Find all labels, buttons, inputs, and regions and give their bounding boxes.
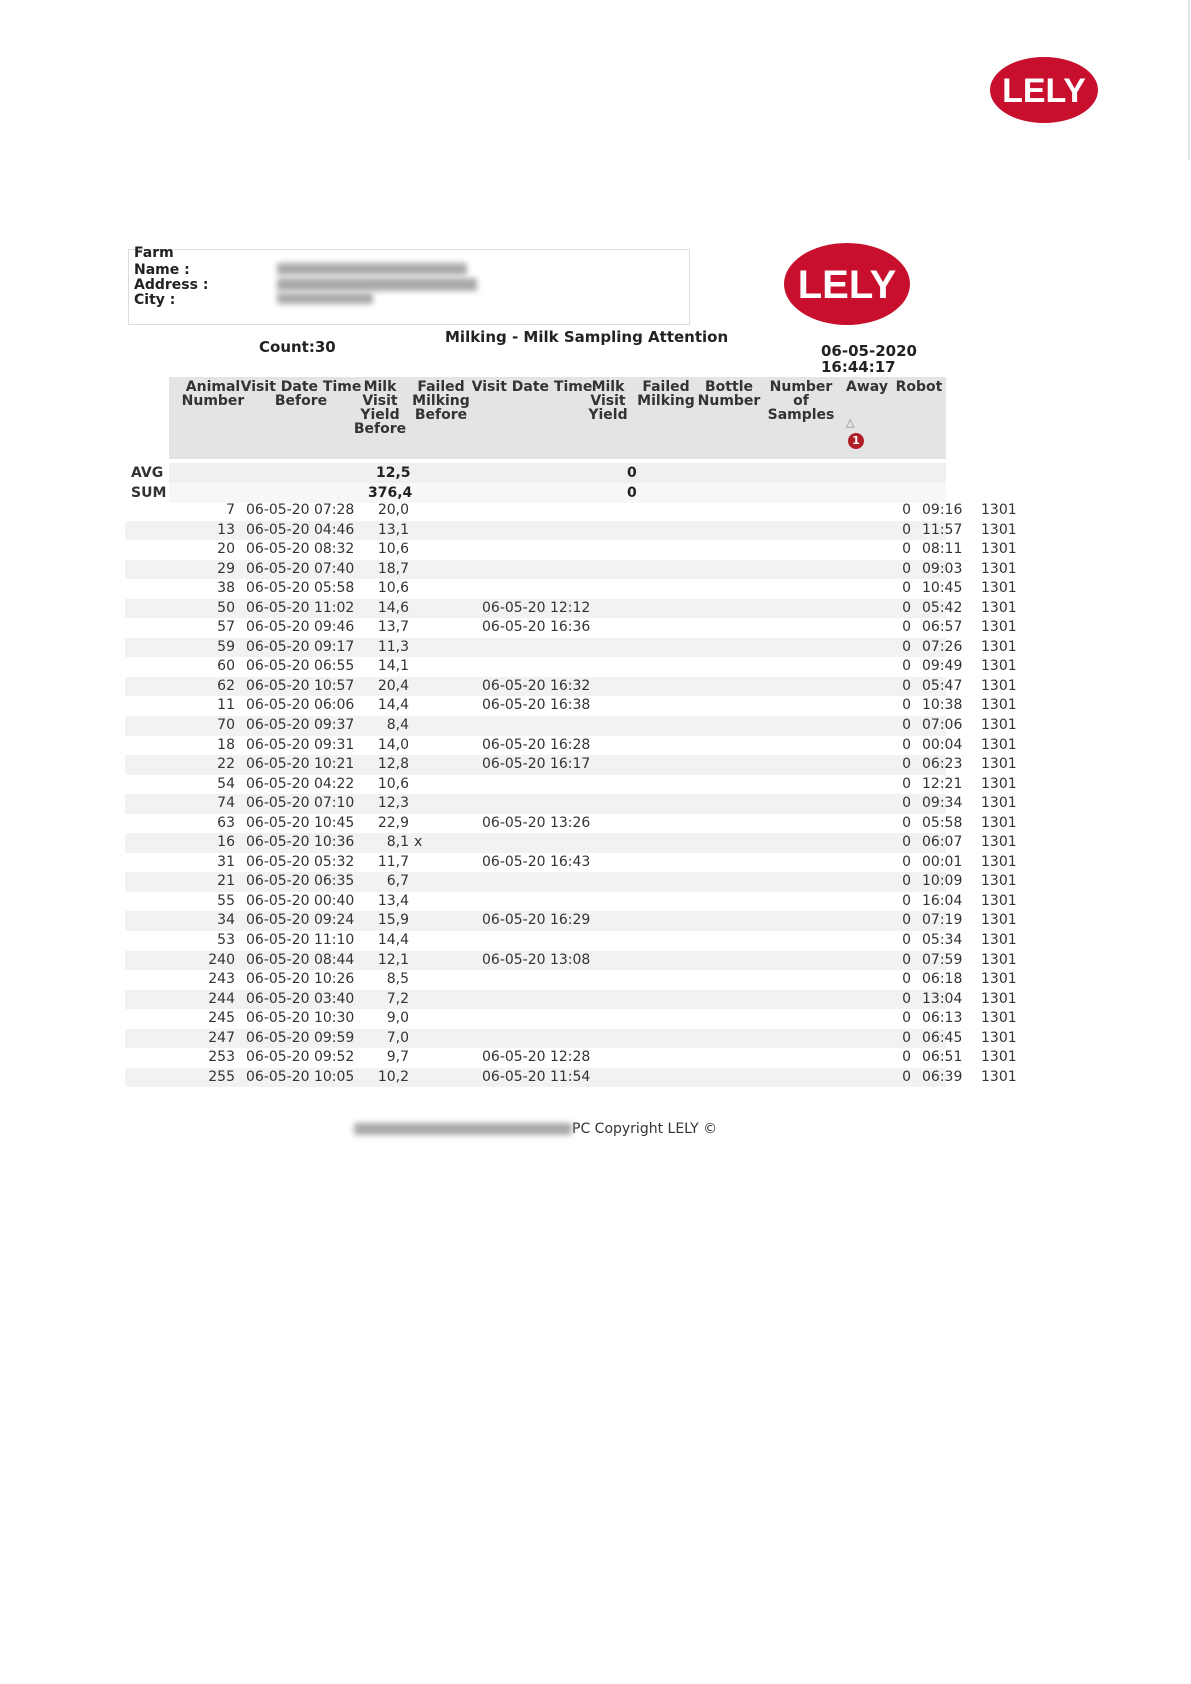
milk-yield-before-cell: 10,2 <box>377 1068 409 1085</box>
robot-id-cell: 1301 <box>981 853 1017 870</box>
away-time-cell: 09:16 <box>922 502 963 518</box>
visit-datetime-before-cell: 06-05-20 10:21 <box>246 756 355 773</box>
header-bottle-number[interactable]: Bottle Number <box>697 379 761 409</box>
away-time-cell: 06:45 <box>922 1029 963 1046</box>
milk-yield-before-cell: 22,9 <box>377 814 409 831</box>
milk-yield-before-cell: 7,2 <box>386 990 409 1007</box>
footer-copyright: PC Copyright LELY © <box>572 1121 718 1137</box>
table-row[interactable] <box>125 1009 1017 1029</box>
table-row[interactable] <box>125 599 1017 619</box>
milk-yield-before-cell: 10,6 <box>377 541 409 558</box>
animal-number-cell: 11 <box>217 697 235 714</box>
visit-datetime-cell: 06-05-20 13:08 <box>482 951 591 968</box>
avg-yield-before: 12,5 <box>376 465 411 481</box>
milk-yield-before-cell: 13,7 <box>377 619 409 636</box>
away-time-cell: 00:04 <box>922 736 963 753</box>
number-of-samples-cell: 0 <box>902 932 911 949</box>
number-of-samples-cell: 0 <box>902 619 911 636</box>
lely-logo-main <box>783 242 911 326</box>
away-time-cell: 06:39 <box>922 1068 963 1085</box>
visit-datetime-before-cell: 06-05-20 09:24 <box>246 912 355 929</box>
farm-name-label: Name : <box>134 262 190 278</box>
number-of-samples-cell: 0 <box>902 814 911 831</box>
animal-number-cell: 53 <box>217 932 235 949</box>
visit-datetime-before-cell: 06-05-20 09:37 <box>246 717 355 734</box>
number-of-samples-cell: 0 <box>902 560 911 577</box>
header-failed-milking[interactable]: Failed Milking <box>637 379 695 409</box>
robot-id-cell: 1301 <box>981 560 1017 577</box>
table-row[interactable] <box>125 638 1017 658</box>
milk-yield-before-cell: 8,5 <box>386 971 409 988</box>
animal-number-cell: 54 <box>217 775 235 792</box>
robot-id-cell: 1301 <box>981 795 1017 812</box>
robot-id-cell: 1301 <box>981 892 1017 909</box>
sum-yield: 0 <box>627 485 637 501</box>
milk-yield-before-cell: 20,0 <box>377 502 409 518</box>
number-of-samples-cell: 0 <box>902 717 911 734</box>
sort-order-badge: 1 <box>848 433 864 449</box>
animal-number-cell: 62 <box>217 677 235 694</box>
animal-number-cell: 31 <box>217 853 235 870</box>
visit-datetime-before-cell: 06-05-20 07:10 <box>246 795 355 812</box>
header-milk-visit-yield-before[interactable]: Milk Visit Yield Before <box>353 379 407 437</box>
visit-datetime-cell: 06-05-20 16:43 <box>482 853 591 870</box>
report-footer <box>354 1121 717 1137</box>
avg-row <box>125 463 946 483</box>
away-time-cell: 06:07 <box>922 834 963 851</box>
redacted-farm-address <box>277 278 477 291</box>
visit-datetime-before-cell: 06-05-20 11:02 <box>246 599 355 616</box>
table-row[interactable] <box>125 1029 1017 1049</box>
animal-number-cell: 70 <box>217 717 235 734</box>
animal-number-cell: 74 <box>217 795 235 812</box>
number-of-samples-cell: 0 <box>902 1029 911 1046</box>
visit-datetime-before-cell: 06-05-20 03:40 <box>246 990 355 1007</box>
table-row[interactable] <box>125 911 1017 931</box>
away-time-cell: 07:26 <box>922 638 963 655</box>
table-row[interactable] <box>125 618 1017 638</box>
milk-yield-before-cell: 8,4 <box>386 717 409 734</box>
visit-datetime-before-cell: 06-05-20 10:05 <box>246 1068 355 1085</box>
number-of-samples-cell: 0 <box>902 658 911 675</box>
visit-datetime-before-cell: 06-05-20 09:31 <box>246 736 355 753</box>
robot-id-cell: 1301 <box>981 912 1017 929</box>
visit-datetime-before-cell: 06-05-20 04:22 <box>246 775 355 792</box>
robot-id-cell: 1301 <box>981 502 1017 518</box>
table-row[interactable] <box>125 853 1017 873</box>
away-time-cell: 06:18 <box>922 971 963 988</box>
away-time-cell: 08:11 <box>922 541 963 558</box>
milk-yield-before-cell: 14,4 <box>377 697 409 714</box>
away-time-cell: 10:38 <box>922 697 963 714</box>
milk-yield-before-cell: 12,1 <box>377 951 409 968</box>
header-failed-milking-before[interactable]: Failed Milking Before <box>412 379 470 423</box>
away-time-cell: 06:23 <box>922 756 963 773</box>
away-time-cell: 07:59 <box>922 951 963 968</box>
away-time-cell: 09:49 <box>922 658 963 675</box>
header-visit-date-time[interactable]: Visit Date Time <box>471 379 593 395</box>
visit-datetime-before-cell: 06-05-20 10:45 <box>246 814 355 831</box>
animal-number-cell: 13 <box>217 521 235 538</box>
away-time-cell: 07:19 <box>922 912 963 929</box>
visit-datetime-cell: 06-05-20 11:54 <box>482 1068 591 1085</box>
robot-id-cell: 1301 <box>981 814 1017 831</box>
visit-datetime-before-cell: 06-05-20 05:32 <box>246 853 355 870</box>
animal-number-cell: 253 <box>208 1049 235 1066</box>
animal-number-cell: 34 <box>217 912 235 929</box>
number-of-samples-cell: 0 <box>902 990 911 1007</box>
robot-id-cell: 1301 <box>981 932 1017 949</box>
number-of-samples-cell: 0 <box>902 502 911 518</box>
report-date: 06-05-2020 <box>821 342 917 360</box>
number-of-samples-cell: 0 <box>902 521 911 538</box>
table-row[interactable] <box>125 736 1017 756</box>
number-of-samples-cell: 0 <box>902 1068 911 1085</box>
report-datetime <box>821 343 917 375</box>
number-of-samples-cell: 0 <box>902 580 911 597</box>
animal-number-cell: 21 <box>217 873 235 890</box>
visit-datetime-before-cell: 06-05-20 10:26 <box>246 971 355 988</box>
visit-datetime-cell: 06-05-20 16:36 <box>482 619 591 636</box>
milk-yield-before-cell: 9,7 <box>386 1049 409 1066</box>
animal-number-cell: 255 <box>208 1068 235 1085</box>
milk-yield-before-cell: 13,4 <box>377 892 409 909</box>
number-of-samples-cell: 0 <box>902 638 911 655</box>
farm-info-box <box>128 245 690 325</box>
redacted-farm-name <box>277 263 467 275</box>
robot-id-cell: 1301 <box>981 1068 1017 1085</box>
robot-id-cell: 1301 <box>981 971 1017 988</box>
robot-id-cell: 1301 <box>981 541 1017 558</box>
visit-datetime-before-cell: 06-05-20 07:40 <box>246 560 355 577</box>
visit-datetime-before-cell: 06-05-20 06:35 <box>246 873 355 890</box>
robot-id-cell: 1301 <box>981 1029 1017 1046</box>
number-of-samples-cell: 0 <box>902 775 911 792</box>
table-body <box>125 501 1017 1087</box>
visit-datetime-before-cell: 06-05-20 06:55 <box>246 658 355 675</box>
logo-text-main: LELY <box>797 263 897 307</box>
number-of-samples-cell: 0 <box>902 541 911 558</box>
animal-number-cell: 18 <box>217 736 235 753</box>
avg-label: AVG <box>131 465 164 481</box>
visit-datetime-before-cell: 06-05-20 09:59 <box>246 1029 355 1046</box>
table-row[interactable] <box>125 696 1017 716</box>
yield-flag-cell: x <box>414 834 423 851</box>
visit-datetime-before-cell: 06-05-20 06:06 <box>246 697 355 714</box>
milk-yield-before-cell: 9,0 <box>386 1010 409 1027</box>
farm-label: Farm <box>134 245 174 261</box>
visit-datetime-before-cell: 06-05-20 10:57 <box>246 677 355 694</box>
away-time-cell: 05:34 <box>922 932 963 949</box>
visit-datetime-before-cell: 06-05-20 08:44 <box>246 951 355 968</box>
away-time-cell: 16:04 <box>922 892 963 909</box>
table-row[interactable] <box>125 931 1017 951</box>
robot-id-cell: 1301 <box>981 638 1017 655</box>
number-of-samples-cell: 0 <box>902 795 911 812</box>
animal-number-cell: 7 <box>226 502 235 518</box>
milk-yield-before-cell: 12,8 <box>377 756 409 773</box>
number-of-samples-cell: 0 <box>902 697 911 714</box>
report-time: 16:44:17 <box>821 358 896 376</box>
lely-logo-top <box>989 56 1099 124</box>
visit-datetime-before-cell: 06-05-20 08:32 <box>246 541 355 558</box>
table-row[interactable] <box>125 872 1017 892</box>
farm-address-label: Address : <box>134 277 209 293</box>
away-time-cell: 12:21 <box>922 775 963 792</box>
robot-id-cell: 1301 <box>981 756 1017 773</box>
away-time-cell: 09:34 <box>922 795 963 812</box>
robot-id-cell: 1301 <box>981 658 1017 675</box>
sum-label: SUM <box>131 485 167 501</box>
milk-yield-before-cell: 14,6 <box>377 599 409 616</box>
table-row[interactable] <box>125 892 1017 912</box>
animal-number-cell: 22 <box>217 756 235 773</box>
away-time-cell: 06:51 <box>922 1049 963 1066</box>
table-row[interactable] <box>125 794 1017 814</box>
animal-number-cell: 247 <box>208 1029 235 1046</box>
animal-number-cell: 240 <box>208 951 235 968</box>
table-row[interactable] <box>125 540 1017 560</box>
number-of-samples-cell: 0 <box>902 951 911 968</box>
away-time-cell: 05:42 <box>922 599 963 616</box>
robot-id-cell: 1301 <box>981 697 1017 714</box>
away-time-cell: 07:06 <box>922 717 963 734</box>
visit-datetime-before-cell: 06-05-20 10:30 <box>246 1010 355 1027</box>
milk-yield-before-cell: 12,3 <box>377 795 409 812</box>
table-row[interactable] <box>125 501 1017 521</box>
sort-up-icon[interactable]: △ <box>846 416 855 429</box>
table-row[interactable] <box>125 716 1017 736</box>
milk-yield-before-cell: 14,1 <box>377 658 409 675</box>
number-of-samples-cell: 0 <box>902 873 911 890</box>
milk-yield-before-cell: 10,6 <box>377 775 409 792</box>
header-visit-date-time-before[interactable]: Visit Date Time Before <box>240 379 362 409</box>
robot-id-cell: 1301 <box>981 1010 1017 1027</box>
record-count: Count:30 <box>259 338 336 356</box>
number-of-samples-cell: 0 <box>902 756 911 773</box>
visit-datetime-cell: 06-05-20 12:28 <box>482 1049 591 1066</box>
milk-yield-before-cell: 11,7 <box>377 853 409 870</box>
away-time-cell: 11:57 <box>922 521 963 538</box>
number-of-samples-cell: 0 <box>902 971 911 988</box>
number-of-samples-cell: 0 <box>902 834 911 851</box>
animal-number-cell: 29 <box>217 560 235 577</box>
animal-number-cell: 245 <box>208 1010 235 1027</box>
robot-id-cell: 1301 <box>981 521 1017 538</box>
animal-number-cell: 55 <box>217 892 235 909</box>
header-animal-number[interactable]: Animal Number <box>181 379 245 409</box>
visit-datetime-before-cell: 06-05-20 09:52 <box>246 1049 355 1066</box>
visit-datetime-cell: 06-05-20 16:17 <box>482 756 591 773</box>
milk-yield-before-cell: 8,1 <box>386 834 409 851</box>
animal-number-cell: 244 <box>208 990 235 1007</box>
visit-datetime-cell: 06-05-20 16:38 <box>482 697 591 714</box>
table-row[interactable] <box>125 775 1017 795</box>
number-of-samples-cell: 0 <box>902 912 911 929</box>
away-time-cell: 05:58 <box>922 814 963 831</box>
table-row[interactable] <box>125 755 1017 775</box>
avg-yield: 0 <box>627 465 637 481</box>
animal-number-cell: 50 <box>217 599 235 616</box>
number-of-samples-cell: 0 <box>902 677 911 694</box>
number-of-samples-cell: 0 <box>902 599 911 616</box>
visit-datetime-before-cell: 06-05-20 00:40 <box>246 892 355 909</box>
robot-id-cell: 1301 <box>981 736 1017 753</box>
number-of-samples-cell: 0 <box>902 853 911 870</box>
milk-yield-before-cell: 14,4 <box>377 932 409 949</box>
table-row[interactable] <box>125 579 1017 599</box>
milk-yield-before-cell: 15,9 <box>377 912 409 929</box>
farm-city-label: City : <box>134 292 176 308</box>
robot-id-cell: 1301 <box>981 775 1017 792</box>
visit-datetime-cell: 06-05-20 13:26 <box>482 814 591 831</box>
sum-row <box>125 483 946 503</box>
animal-number-cell: 38 <box>217 580 235 597</box>
visit-datetime-before-cell: 06-05-20 11:10 <box>246 932 355 949</box>
visit-datetime-cell: 06-05-20 12:12 <box>482 599 591 616</box>
table-row[interactable] <box>125 833 1017 853</box>
table-row[interactable] <box>125 1068 1017 1088</box>
animal-number-cell: 60 <box>217 658 235 675</box>
table-row[interactable] <box>125 521 1017 541</box>
number-of-samples-cell: 0 <box>902 892 911 909</box>
away-time-cell: 10:09 <box>922 873 963 890</box>
animal-number-cell: 243 <box>208 971 235 988</box>
number-of-samples-cell: 0 <box>902 736 911 753</box>
robot-id-cell: 1301 <box>981 580 1017 597</box>
visit-datetime-cell: 06-05-20 16:29 <box>482 912 591 929</box>
visit-datetime-cell: 06-05-20 16:28 <box>482 736 591 753</box>
milk-yield-before-cell: 20,4 <box>377 677 409 694</box>
header-robot[interactable]: Robot <box>895 379 943 395</box>
robot-id-cell: 1301 <box>981 599 1017 616</box>
milk-yield-before-cell: 18,7 <box>377 560 409 577</box>
milk-yield-before-cell: 6,7 <box>386 873 409 890</box>
table-row[interactable] <box>125 814 1017 834</box>
number-of-samples-cell: 0 <box>902 1010 911 1027</box>
robot-id-cell: 1301 <box>981 990 1017 1007</box>
visit-datetime-before-cell: 06-05-20 10:36 <box>246 834 355 851</box>
away-time-cell: 05:47 <box>922 677 963 694</box>
away-time-cell: 06:57 <box>922 619 963 636</box>
header-away[interactable]: Away <box>846 379 888 395</box>
header-number-of-samples[interactable]: Number of Samples <box>767 379 835 423</box>
away-time-cell: 13:04 <box>922 990 963 1007</box>
robot-id-cell: 1301 <box>981 1049 1017 1066</box>
animal-number-cell: 63 <box>217 814 235 831</box>
milk-yield-before-cell: 13,1 <box>377 521 409 538</box>
visit-datetime-cell: 06-05-20 16:32 <box>482 677 591 694</box>
page-edge-divider <box>1188 0 1190 160</box>
table-row[interactable] <box>125 560 1017 580</box>
away-time-cell: 10:45 <box>922 580 963 597</box>
robot-id-cell: 1301 <box>981 677 1017 694</box>
animal-number-cell: 57 <box>217 619 235 636</box>
milk-yield-before-cell: 7,0 <box>386 1029 409 1046</box>
robot-id-cell: 1301 <box>981 619 1017 636</box>
redacted-farm-city <box>277 293 373 304</box>
robot-id-cell: 1301 <box>981 717 1017 734</box>
away-time-cell: 09:03 <box>922 560 963 577</box>
table-row[interactable] <box>125 951 1017 971</box>
visit-datetime-before-cell: 06-05-20 05:58 <box>246 580 355 597</box>
milk-yield-before-cell: 11,3 <box>377 638 409 655</box>
animal-number-cell: 16 <box>217 834 235 851</box>
away-time-cell: 00:01 <box>922 853 963 870</box>
animal-number-cell: 20 <box>217 541 235 558</box>
table-row[interactable] <box>125 970 1017 990</box>
visit-datetime-before-cell: 06-05-20 04:46 <box>246 521 355 538</box>
milk-yield-before-cell: 10,6 <box>377 580 409 597</box>
away-time-cell: 06:13 <box>922 1010 963 1027</box>
visit-datetime-before-cell: 06-05-20 07:28 <box>246 502 355 518</box>
table-row[interactable] <box>125 657 1017 677</box>
table-row[interactable] <box>125 1048 1017 1068</box>
robot-id-cell: 1301 <box>981 834 1017 851</box>
number-of-samples-cell: 0 <box>902 1049 911 1066</box>
header-milk-visit-yield[interactable]: Milk Visit Yield <box>588 379 628 423</box>
redacted-footer-farm <box>354 1123 572 1135</box>
logo-text-top: LELY <box>1002 72 1086 110</box>
table-row[interactable] <box>125 990 1017 1010</box>
milk-yield-before-cell: 14,0 <box>377 736 409 753</box>
visit-datetime-before-cell: 06-05-20 09:46 <box>246 619 355 636</box>
visit-datetime-before-cell: 06-05-20 09:17 <box>246 638 355 655</box>
report-title: Milking - Milk Sampling Attention <box>445 328 729 346</box>
robot-id-cell: 1301 <box>981 873 1017 890</box>
robot-id-cell: 1301 <box>981 951 1017 968</box>
table-row[interactable] <box>125 677 1017 697</box>
animal-number-cell: 59 <box>217 638 235 655</box>
sum-yield-before: 376,4 <box>368 485 413 501</box>
